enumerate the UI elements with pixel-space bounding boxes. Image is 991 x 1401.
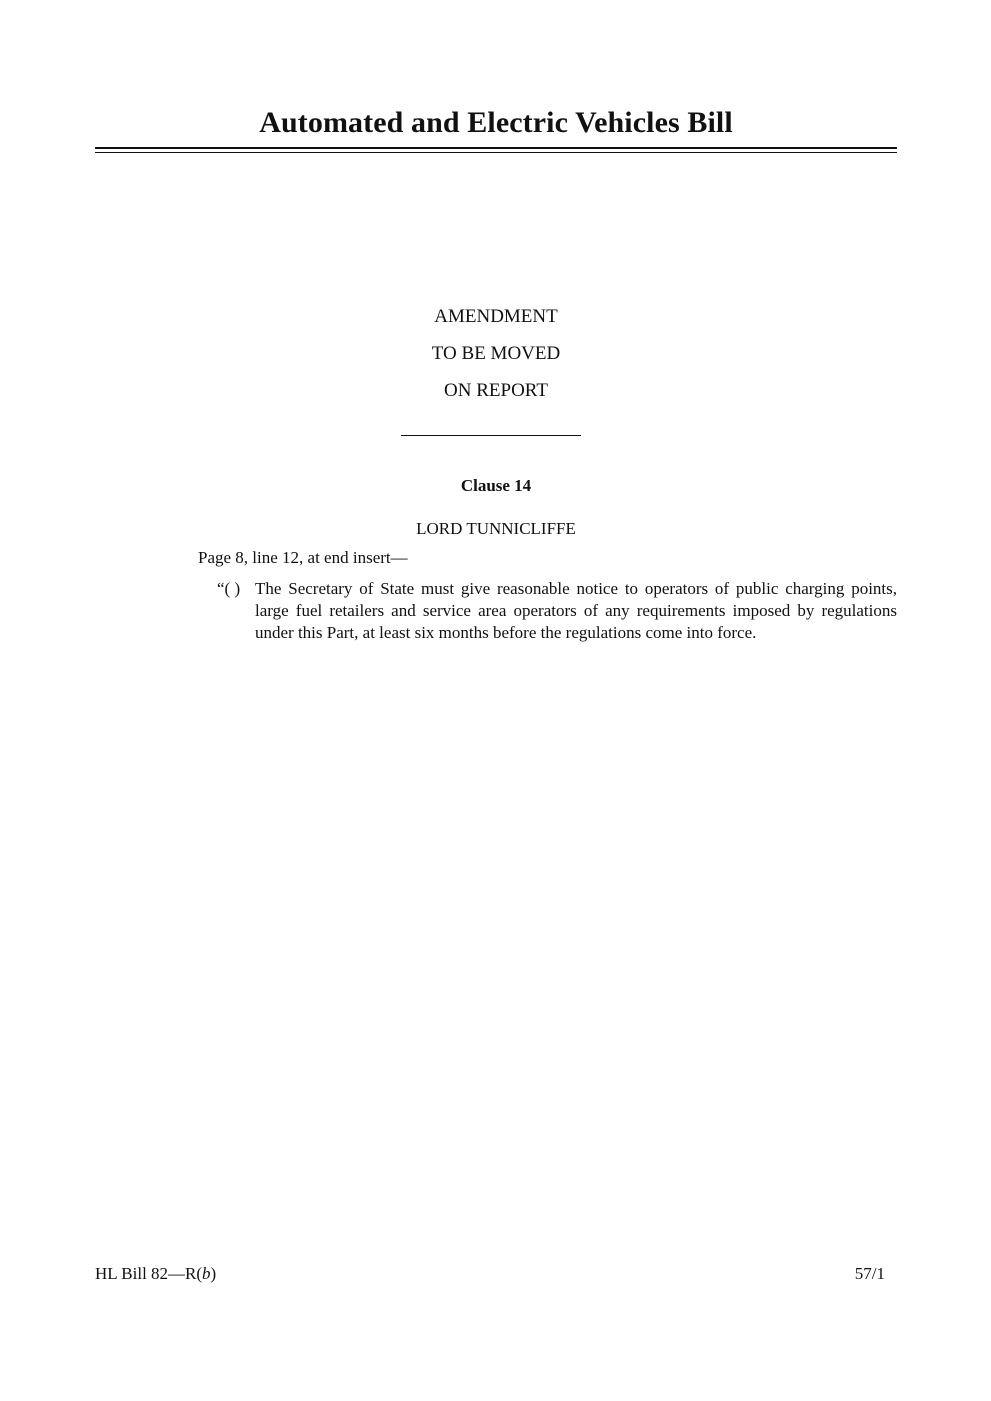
page-reference: 57/1 — [854, 1264, 885, 1283]
title-rule-thick — [95, 147, 897, 149]
heading-to-be-moved: TO BE MOVED — [431, 343, 561, 364]
heading-on-report: ON REPORT — [444, 380, 548, 401]
amendment-mover: LORD TUNNICLIFFE — [416, 519, 576, 538]
bill-reference-italic: b — [202, 1264, 211, 1283]
bill-reference — [95, 1264, 216, 1284]
heading-amendment: AMENDMENT — [434, 306, 558, 327]
bill-reference-prefix: HL Bill 82—R( — [95, 1264, 203, 1283]
bill-title: Automated and Electric Vehicles Bill — [259, 106, 733, 139]
amendment-marker: “( ) — [217, 579, 241, 598]
amendment-instruction: Page 8, line 12, at end insert— — [198, 548, 408, 567]
amendment-text: The Secretary of State must give reasonable notice to operators of public charging points, large fuel retailers and service area operators of any requirements imposed by regulations under this Part, at least six months before the regulations come into force. — [255, 579, 897, 642]
title-rule-thin — [95, 152, 897, 153]
clause-heading: Clause 14 — [460, 476, 532, 495]
section-divider — [401, 435, 581, 436]
bill-reference-suffix: ) — [210, 1264, 217, 1283]
